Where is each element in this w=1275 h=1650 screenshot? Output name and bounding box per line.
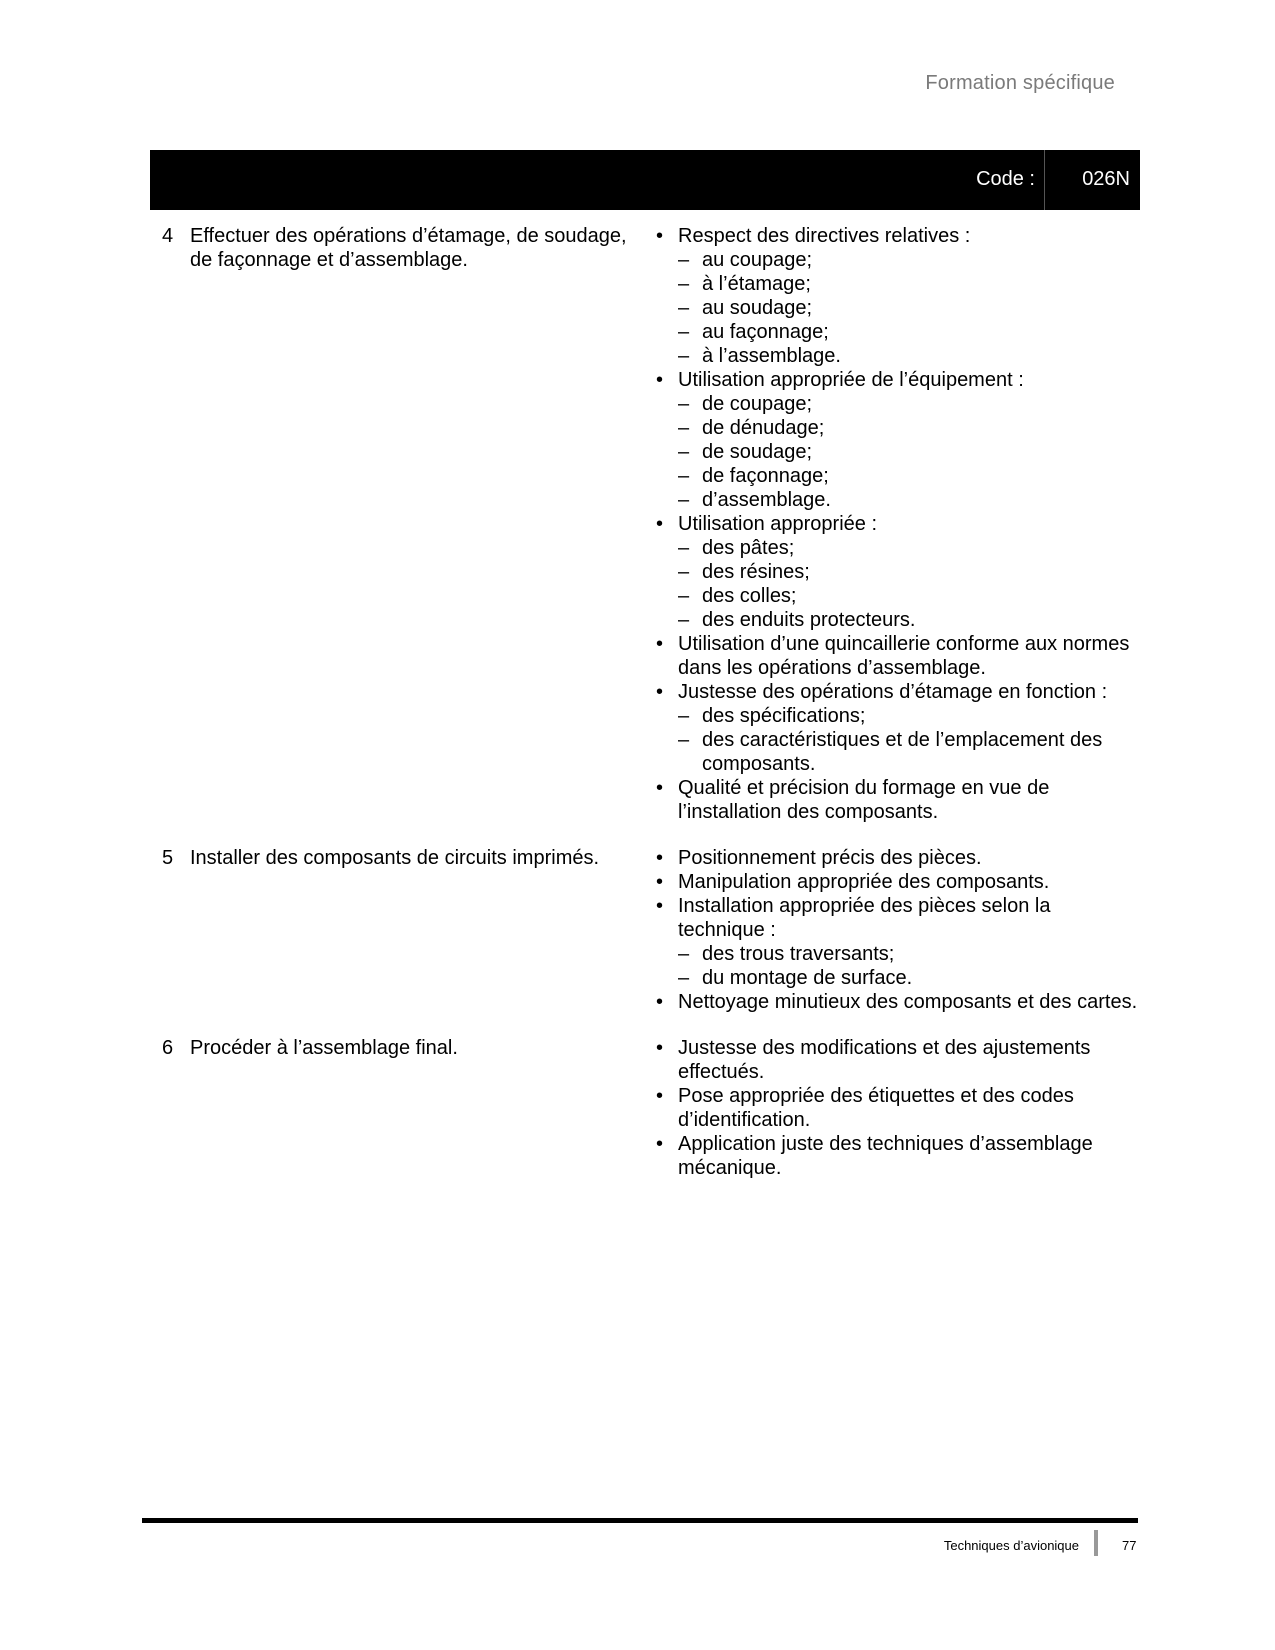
objective-number: 6 xyxy=(162,1037,174,1059)
bullet-icon: • xyxy=(656,1133,664,1155)
criterion-item xyxy=(650,632,1140,680)
sub-criterion-item xyxy=(678,584,1140,608)
sub-criterion-item xyxy=(678,704,1140,728)
sub-criterion-text: des spécifications; xyxy=(702,705,866,727)
dash-icon: – xyxy=(678,729,690,751)
dash-icon: – xyxy=(678,417,690,439)
sub-criterion-item xyxy=(678,966,1140,990)
criterion-item xyxy=(650,1132,1140,1180)
sub-criterion-text: de façonnage; xyxy=(702,465,829,487)
sub-criterion-text: de coupage; xyxy=(702,393,813,415)
criterion-item xyxy=(650,680,1140,776)
sub-criterion-item xyxy=(678,560,1140,584)
criterion-item xyxy=(650,894,1140,990)
criteria-cell xyxy=(650,846,1140,1014)
sub-criterion-item xyxy=(678,942,1140,966)
objective-row xyxy=(150,846,1140,1014)
criterion-text: Utilisation appropriée : xyxy=(678,513,877,535)
criterion-text: Justesse des opérations d’étamage en fonction : xyxy=(678,681,1108,703)
sub-criteria-list xyxy=(678,704,1140,776)
footer-divider xyxy=(1094,1530,1098,1556)
criterion-text: Installation appropriée des pièces selon la technique : xyxy=(678,895,1051,941)
sub-criteria-list xyxy=(678,392,1140,512)
criterion-text: Application juste des techniques d’assemblage mécanique. xyxy=(678,1133,1093,1179)
objective-number: 4 xyxy=(162,225,174,247)
criterion-text: Respect des directives relatives : xyxy=(678,225,971,247)
sub-criteria-list xyxy=(678,536,1140,632)
objective-cell xyxy=(150,1036,650,1180)
sub-criterion-item xyxy=(678,296,1140,320)
sub-criterion-item xyxy=(678,608,1140,632)
criterion-item xyxy=(650,1084,1140,1132)
dash-icon: – xyxy=(678,273,690,295)
sub-criterion-item xyxy=(678,272,1140,296)
objective-row xyxy=(150,1036,1140,1180)
bullet-icon: • xyxy=(656,1085,664,1107)
dash-icon: – xyxy=(678,705,690,727)
sub-criterion-item xyxy=(678,392,1140,416)
sub-criteria-list xyxy=(678,248,1140,368)
sub-criterion-item xyxy=(678,344,1140,368)
criteria-cell xyxy=(650,1036,1140,1180)
dash-icon: – xyxy=(678,321,690,343)
criteria-list xyxy=(650,1036,1140,1180)
criterion-item xyxy=(650,224,1140,368)
bullet-icon: • xyxy=(656,225,664,247)
criterion-text: Qualité et précision du formage en vue de l’installation des composants. xyxy=(678,777,1050,823)
criterion-text: Nettoyage minutieux des composants et des cartes. xyxy=(678,991,1138,1013)
dash-icon: – xyxy=(678,441,690,463)
code-label: Code : xyxy=(976,168,1035,190)
criterion-item xyxy=(650,776,1140,824)
dash-icon: – xyxy=(678,465,690,487)
bullet-icon: • xyxy=(656,513,664,535)
dash-icon: – xyxy=(678,609,690,631)
bullet-icon: • xyxy=(656,871,664,893)
objective-row xyxy=(150,224,1140,824)
bullet-icon: • xyxy=(656,633,664,655)
code-bar xyxy=(150,150,1140,210)
dash-icon: – xyxy=(678,561,690,583)
criteria-list xyxy=(650,846,1140,1014)
criterion-item xyxy=(650,1036,1140,1084)
criterion-item xyxy=(650,870,1140,894)
dash-icon: – xyxy=(678,537,690,559)
criterion-text: Utilisation d’une quincaillerie conforme aux normes dans les opérations d’assemblage. xyxy=(678,633,1130,679)
sub-criterion-text: des trous traversants; xyxy=(702,943,895,965)
sub-criterion-item xyxy=(678,248,1140,272)
dash-icon: – xyxy=(678,297,690,319)
objective-cell xyxy=(150,224,650,824)
dash-icon: – xyxy=(678,393,690,415)
bullet-icon: • xyxy=(656,991,664,1013)
dash-icon: – xyxy=(678,943,690,965)
sub-criterion-text: du montage de surface. xyxy=(702,967,913,989)
bullet-icon: • xyxy=(656,681,664,703)
sub-criterion-text: des pâtes; xyxy=(702,537,795,559)
criterion-text: Manipulation appropriée des composants. xyxy=(678,871,1050,893)
page-header-title: Formation spécifique xyxy=(925,72,1115,94)
dash-icon: – xyxy=(678,345,690,367)
criterion-item xyxy=(650,990,1140,1014)
sub-criterion-text: de dénudage; xyxy=(702,417,825,439)
bullet-icon: • xyxy=(656,847,664,869)
criterion-item xyxy=(650,512,1140,632)
objective-text: Effectuer des opérations d’étamage, de soudage, de façonnage et d’assemblage. xyxy=(190,225,627,271)
sub-criterion-text: au façonnage; xyxy=(702,321,829,343)
sub-criteria-list xyxy=(678,942,1140,990)
objective-text: Procéder à l’assemblage final. xyxy=(190,1037,458,1059)
sub-criterion-item xyxy=(678,728,1140,776)
sub-criterion-item xyxy=(678,440,1140,464)
criteria-table xyxy=(150,224,1140,1202)
criterion-text: Pose appropriée des étiquettes et des codes d’identification. xyxy=(678,1085,1074,1131)
sub-criterion-text: au coupage; xyxy=(702,249,813,271)
objective-cell xyxy=(150,846,650,1014)
sub-criterion-item xyxy=(678,416,1140,440)
sub-criterion-item xyxy=(678,536,1140,560)
criterion-item xyxy=(650,368,1140,512)
footer-title: Techniques d’avionique xyxy=(943,1538,1079,1553)
dash-icon: – xyxy=(678,967,690,989)
criterion-text: Utilisation appropriée de l’équipement : xyxy=(678,369,1024,391)
criteria-list xyxy=(650,224,1140,824)
page-number: 77 xyxy=(1122,1538,1137,1553)
dash-icon: – xyxy=(678,249,690,271)
sub-criterion-text: au soudage; xyxy=(702,297,813,319)
sub-criterion-text: des résines; xyxy=(702,561,810,583)
sub-criterion-text: de soudage; xyxy=(702,441,813,463)
sub-criterion-text: d’assemblage. xyxy=(702,489,831,511)
code-divider xyxy=(1044,150,1045,210)
objective-number: 5 xyxy=(162,847,174,869)
bullet-icon: • xyxy=(656,369,664,391)
criterion-item xyxy=(650,846,1140,870)
criteria-cell xyxy=(650,224,1140,824)
sub-criterion-text: à l’étamage; xyxy=(702,273,811,295)
sub-criterion-text: des caractéristiques et de l’emplacement des composants. xyxy=(702,729,1103,775)
bullet-icon: • xyxy=(656,1037,664,1059)
sub-criterion-text: à l’assemblage. xyxy=(702,345,841,367)
bullet-icon: • xyxy=(656,777,664,799)
sub-criterion-item xyxy=(678,320,1140,344)
objective-text: Installer des composants de circuits imprimés. xyxy=(190,847,600,869)
sub-criterion-text: des enduits protecteurs. xyxy=(702,609,916,631)
bullet-icon: • xyxy=(656,895,664,917)
criterion-text: Positionnement précis des pièces. xyxy=(678,847,982,869)
sub-criterion-item xyxy=(678,464,1140,488)
dash-icon: – xyxy=(678,489,690,511)
code-value: 026N xyxy=(1082,168,1130,190)
sub-criterion-item xyxy=(678,488,1140,512)
criterion-text: Justesse des modifications et des ajustements effectués. xyxy=(678,1037,1091,1083)
sub-criterion-text: des colles; xyxy=(702,585,797,607)
footer-rule xyxy=(142,1518,1138,1523)
dash-icon: – xyxy=(678,585,690,607)
